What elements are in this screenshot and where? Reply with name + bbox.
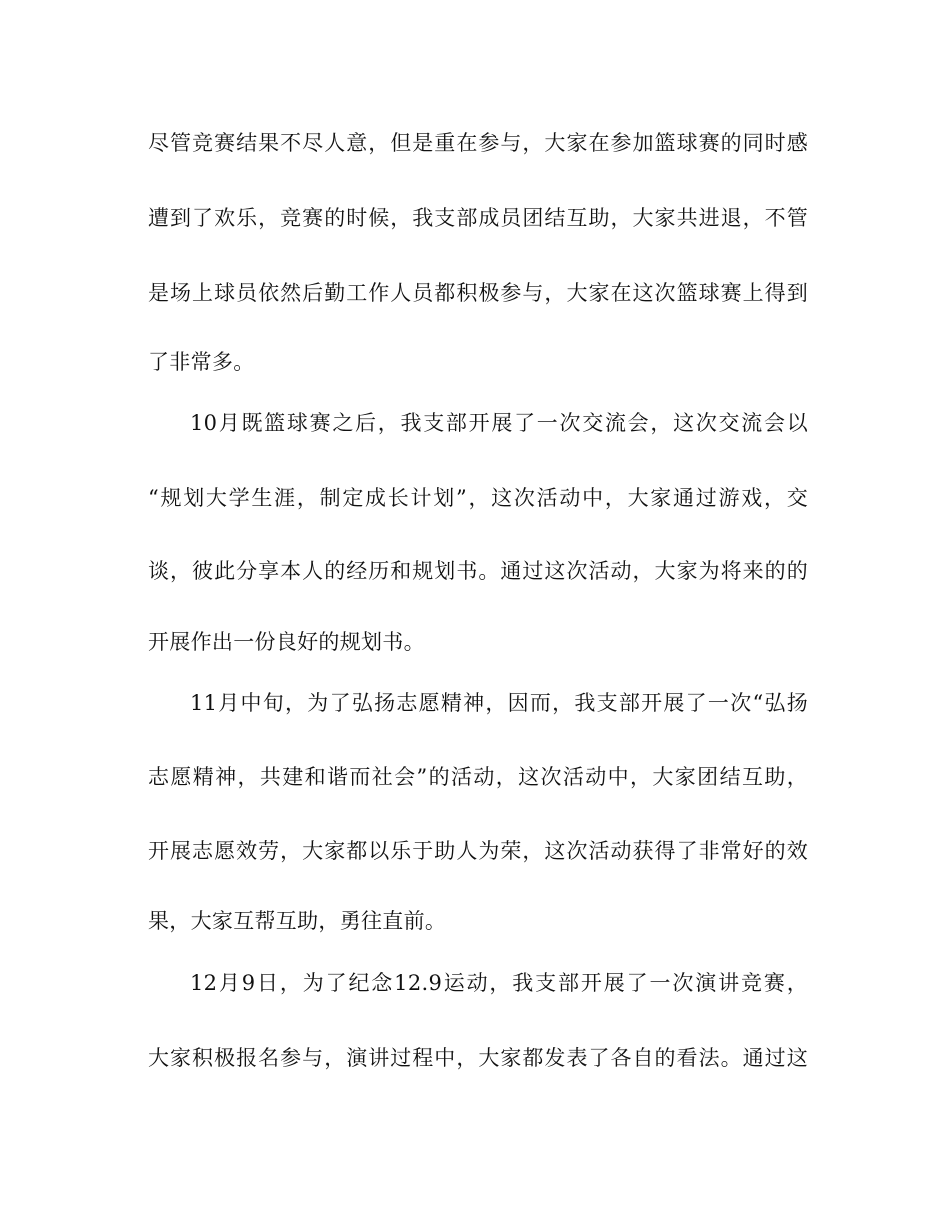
paragraph-line: 11月中旬，为了弘扬志愿精神，因而，我支部开展了一次“弘扬 bbox=[190, 691, 808, 715]
paragraph-line: 是场上球员依然后勤工作人员都积极参与，大家在这次篮球赛上得到 bbox=[148, 281, 808, 305]
paragraph-line: 12月9日，为了纪念12.9运动，我支部开展了一次演讲竞赛， bbox=[190, 971, 808, 995]
paragraph-line: 10月既篮球赛之后，我支部开展了一次交流会，这次交流会以 bbox=[190, 411, 808, 435]
paragraph-line: 大家积极报名参与，演讲过程中，大家都发表了各自的看法。通过这 bbox=[148, 1046, 808, 1070]
paragraph-line: 遭到了欢乐，竞赛的时候，我支部成员团结互助，大家共进退，不管 bbox=[148, 206, 808, 230]
paragraph-line: 志愿精神，共建和谐而社会”的活动，这次活动中，大家团结互助， bbox=[148, 765, 808, 789]
paragraph-line: 了非常多。 bbox=[148, 350, 255, 374]
paragraph-line: “规划大学生涯，制定成长计划”，这次活动中，大家通过游戏，交 bbox=[148, 486, 808, 510]
paragraph-line: 开展志愿效劳，大家都以乐于助人为荣，这次活动获得了非常好的效 bbox=[148, 839, 808, 863]
paragraph-line: 开展作出一份良好的规划书。 bbox=[148, 630, 425, 654]
paragraph-line: 谈，彼此分享本人的经历和规划书。通过这次活动，大家为将来的的 bbox=[148, 559, 808, 583]
paragraph-line: 果，大家互帮互助，勇往直前。 bbox=[148, 909, 447, 933]
paragraph-line: 尽管竞赛结果不尽人意，但是重在参与，大家在参加篮球赛的同时感 bbox=[148, 131, 808, 155]
